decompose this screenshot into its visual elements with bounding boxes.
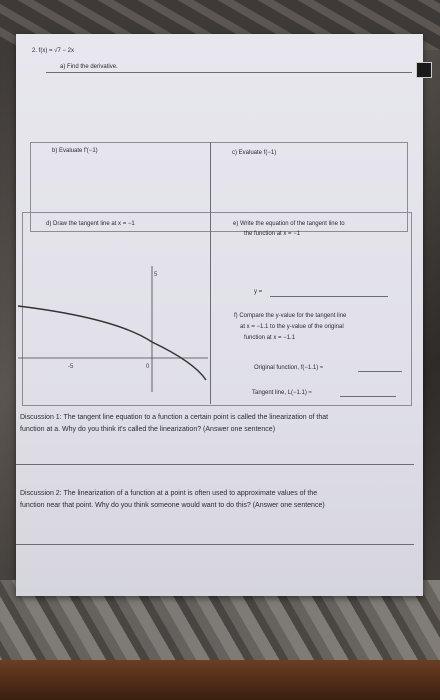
discussion2-line2: function near that point. Why do you think someone would want to do this? (Answer one sentence): [20, 502, 325, 509]
discussion1-line2: function at a. Why do you think it's called the linearization? (Answer one sentence): [20, 426, 276, 433]
problem-function: 2. f(x) = √7 − 2x: [32, 48, 74, 54]
parts-def-divider: [210, 212, 211, 404]
discussion1-line1: Discussion 1: The tangent line equation to a function a certain point is called the linearization of that: [20, 414, 329, 421]
x-tick-left: -5: [68, 364, 74, 370]
discussion2-line1: Discussion 2: The linearization of a function at a point is often used to approximate values of the: [20, 490, 318, 497]
binder-tab: [416, 62, 432, 78]
original-answer-blank[interactable]: [358, 371, 402, 372]
part-f-line2: at x = −1.1 to the y-value of the original: [240, 324, 344, 330]
divider: [46, 72, 412, 73]
part-e-label-line1: e) Write the equation of the tangent line to: [233, 221, 345, 227]
tangent-line-label: Tangent line, L(−1.1) ≈: [252, 390, 312, 396]
part-a-label: a) Find the derivative.: [60, 64, 118, 70]
x-tick-origin: 0: [146, 364, 150, 370]
part-e-label-line2: the function at x = −1: [244, 231, 301, 237]
curve: [18, 306, 206, 380]
part-b-label: b) Evaluate f′(−1): [52, 148, 98, 154]
y-equals: y =: [254, 289, 263, 295]
graph: [16, 264, 210, 394]
worksheet-page: [16, 34, 423, 596]
tangent-answer-blank[interactable]: [340, 396, 396, 397]
original-function-label: Original function, f(−1.1) ≈: [254, 365, 324, 371]
part-d-label: d) Draw the tangent line at x = −1: [46, 221, 135, 227]
discussion1-answer-line[interactable]: [16, 464, 414, 465]
background-table: [0, 660, 440, 700]
part-c-label: c) Evaluate f(−1): [232, 150, 277, 156]
y-answer-blank[interactable]: [270, 296, 388, 297]
discussion2-answer-line[interactable]: [16, 544, 414, 545]
part-f-line1: f) Compare the y-value for the tangent line: [234, 313, 347, 319]
y-tick-label: 5: [154, 272, 158, 278]
part-f-line3: function at x = −1.1: [244, 335, 296, 341]
